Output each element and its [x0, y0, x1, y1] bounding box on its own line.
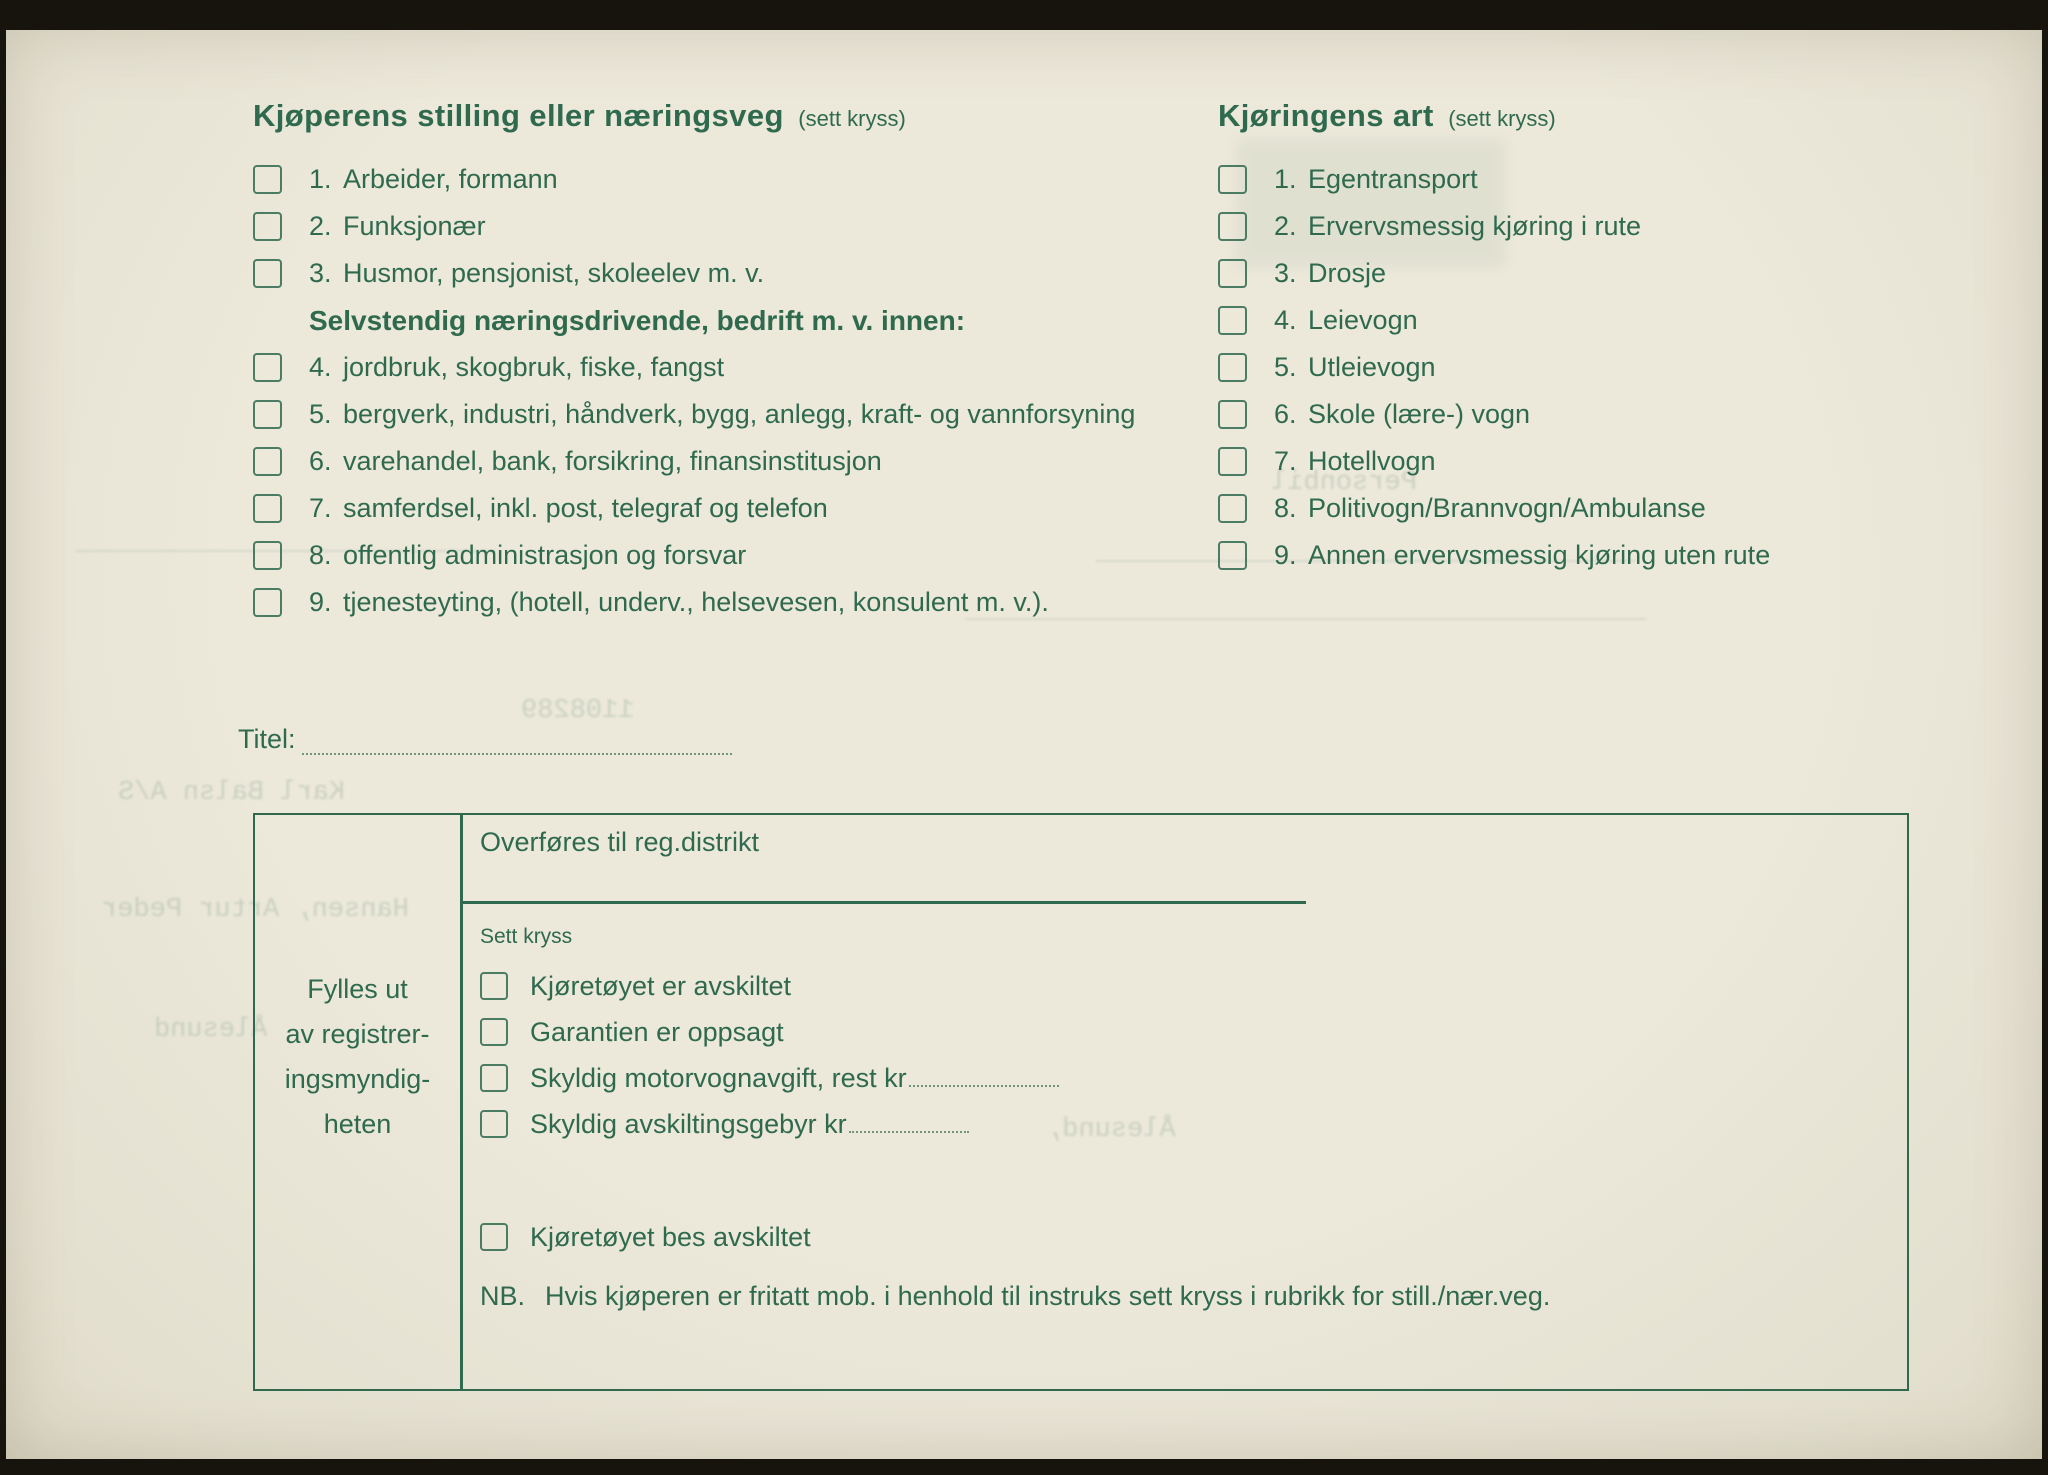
- titel-dotted-line: [302, 723, 732, 755]
- checkbox: [253, 165, 282, 194]
- heading-hint: (sett kryss): [1448, 106, 1556, 131]
- item-number: 3.: [309, 258, 332, 288]
- checkbox: [253, 400, 282, 429]
- list-item: [253, 250, 1253, 297]
- item-label: Drosje: [1308, 258, 1387, 288]
- item-number: 8.: [1274, 493, 1297, 523]
- check-label: Skyldig motorvognavgift, rest kr: [530, 1062, 907, 1093]
- transfer-district-label: Overføres til reg.distrikt: [480, 827, 760, 857]
- item-label: Egentransport: [1308, 164, 1478, 194]
- list-item: [1218, 156, 1898, 203]
- ghost-text: Ålesund: [154, 1015, 268, 1045]
- checkbox: [1218, 447, 1247, 476]
- list-item: [253, 485, 1253, 532]
- item-number: 5.: [1274, 352, 1297, 382]
- amount-dotted-line: [909, 1069, 1059, 1088]
- authority-line: Fylles ut: [307, 974, 408, 1004]
- nb-note: [480, 1281, 1550, 1312]
- list-item: [1218, 344, 1898, 391]
- sett-kryss-label: Sett kryss: [480, 925, 573, 948]
- list-item: [1218, 485, 1898, 532]
- authority-line: av registrer-: [285, 1019, 430, 1049]
- item-label: bergverk, industri, håndverk, bygg, anlegg, kraft- og vannforsyning: [343, 399, 1136, 429]
- paper-sheet: [6, 30, 2042, 1459]
- item-number: 7.: [309, 493, 332, 523]
- heading-title: Kjøringens art: [1218, 98, 1434, 133]
- item-number: 5.: [309, 399, 332, 429]
- item-label: offentlig administrasjon og forsvar: [343, 540, 747, 570]
- item-label: Skole (lære-) vogn: [1308, 399, 1531, 429]
- spacer: [480, 1147, 1059, 1214]
- item-label: Husmor, pensjonist, skoleelev m. v.: [343, 258, 765, 288]
- buyer-occupation-list: [253, 156, 1253, 626]
- checkbox: [253, 494, 282, 523]
- transfer-district-line: [460, 901, 1306, 904]
- item-number: 6.: [309, 446, 332, 476]
- item-label: tjenesteyting, (hotell, underv., helsevesen, konsulent m. v.).: [343, 587, 1049, 617]
- ghost-text: Karl Balsn A/S: [118, 778, 345, 808]
- checkbox: [1218, 541, 1247, 570]
- checkbox: [1218, 400, 1247, 429]
- filled-by-authority-label: [255, 967, 460, 1147]
- driving-type-list: [1218, 156, 1898, 579]
- item-number: 1.: [309, 164, 332, 194]
- list-item: [1218, 438, 1898, 485]
- item-label: Leievogn: [1308, 305, 1418, 335]
- heading-hint: (sett kryss): [798, 106, 906, 131]
- check-item: [480, 1214, 1059, 1260]
- item-number: 2.: [309, 211, 332, 241]
- check-item: [480, 1055, 1059, 1101]
- checkbox: [253, 212, 282, 241]
- item-label: Annen ervervsmessig kjøring uten rute: [1308, 540, 1771, 570]
- buyer-occupation-heading: [253, 98, 906, 134]
- item-label: Arbeider, formann: [343, 164, 558, 194]
- authority-line: heten: [323, 1109, 392, 1139]
- list-item: [1218, 203, 1898, 250]
- item-label: varehandel, bank, forsikring, finansinstitusjon: [343, 446, 882, 476]
- list-item: [253, 579, 1253, 626]
- item-label: Funksjonær: [343, 211, 486, 241]
- list-item: [253, 532, 1253, 579]
- ghost-text: 1108289: [521, 696, 635, 726]
- item-number: 3.: [1274, 258, 1297, 288]
- item-number: 7.: [1274, 446, 1297, 476]
- registration-authority-box: [253, 813, 1909, 1391]
- list-item: [1218, 391, 1898, 438]
- list-item: [253, 438, 1253, 485]
- checkbox: [253, 353, 282, 382]
- item-number: 9.: [309, 587, 332, 617]
- checkbox: [253, 447, 282, 476]
- item-number: 4.: [1274, 305, 1297, 335]
- checkbox: [253, 259, 282, 288]
- list-item: [253, 156, 1253, 203]
- checkbox: [1218, 259, 1247, 288]
- nb-text: Hvis kjøperen er fritatt mob. i henhold til instruks sett kryss i rubrikk for still./nær.veg.: [545, 1281, 1551, 1311]
- check-label: Kjøretøyet er avskiltet: [530, 970, 792, 1001]
- titel-field: [238, 723, 732, 755]
- list-item: [253, 391, 1253, 438]
- item-number: 8.: [309, 540, 332, 570]
- list-item: [1218, 250, 1898, 297]
- item-number: 4.: [309, 352, 332, 382]
- list-item: [253, 344, 1253, 391]
- check-item: [480, 1101, 1059, 1147]
- check-label: Skyldig avskiltingsgebyr kr: [530, 1108, 847, 1139]
- titel-label: Titel:: [238, 723, 296, 754]
- checkbox: [253, 541, 282, 570]
- self-employed-subheading: Selvstendig næringsdrivende, bedrift m. v. innen:: [309, 304, 966, 336]
- check-label: Kjøretøyet bes avskiltet: [530, 1221, 811, 1252]
- amount-dotted-line: [849, 1115, 969, 1134]
- checkbox: [480, 1064, 508, 1092]
- authority-line: ingsmyndig-: [284, 1064, 431, 1094]
- item-label: Utleievogn: [1308, 352, 1436, 382]
- item-label: samferdsel, inkl. post, telegraf og telefon: [343, 493, 828, 523]
- driving-type-heading: [1218, 98, 1556, 134]
- checkbox: [1218, 306, 1247, 335]
- checkbox: [480, 1018, 508, 1046]
- ghost-text: Personbil: [1271, 468, 1417, 498]
- ghost-text: Hansen, Artur Peder: [101, 895, 409, 925]
- checkbox: [480, 1223, 508, 1251]
- checkbox: [253, 588, 282, 617]
- item-label: Ervervsmessig kjøring i rute: [1308, 211, 1642, 241]
- item-label: Hotellvogn: [1308, 446, 1436, 476]
- nb-label: NB.: [480, 1281, 526, 1311]
- checkbox: [480, 1110, 508, 1138]
- checkbox: [1218, 494, 1247, 523]
- item-number: 2.: [1274, 211, 1297, 241]
- checkbox: [1218, 353, 1247, 382]
- authority-checklist: [480, 963, 1059, 1260]
- item-label: jordbruk, skogbruk, fiske, fangst: [343, 352, 725, 382]
- check-label: Garantien er oppsagt: [530, 1016, 784, 1047]
- list-item: [253, 203, 1253, 250]
- item-label: Politivogn/Brannvogn/Ambulanse: [1308, 493, 1706, 523]
- check-item: [480, 1009, 1059, 1055]
- item-number: 1.: [1274, 164, 1297, 194]
- ghost-text: Ålesund,: [1046, 1115, 1176, 1145]
- checkbox: [480, 972, 508, 1000]
- check-item: [480, 963, 1059, 1009]
- item-number: 6.: [1274, 399, 1297, 429]
- checkbox: [1218, 212, 1247, 241]
- item-number: 9.: [1274, 540, 1297, 570]
- list-item: [1218, 297, 1898, 344]
- list-item: [1218, 532, 1898, 579]
- heading-title: Kjøperens stilling eller næringsveg: [253, 98, 784, 133]
- checkbox: [1218, 165, 1247, 194]
